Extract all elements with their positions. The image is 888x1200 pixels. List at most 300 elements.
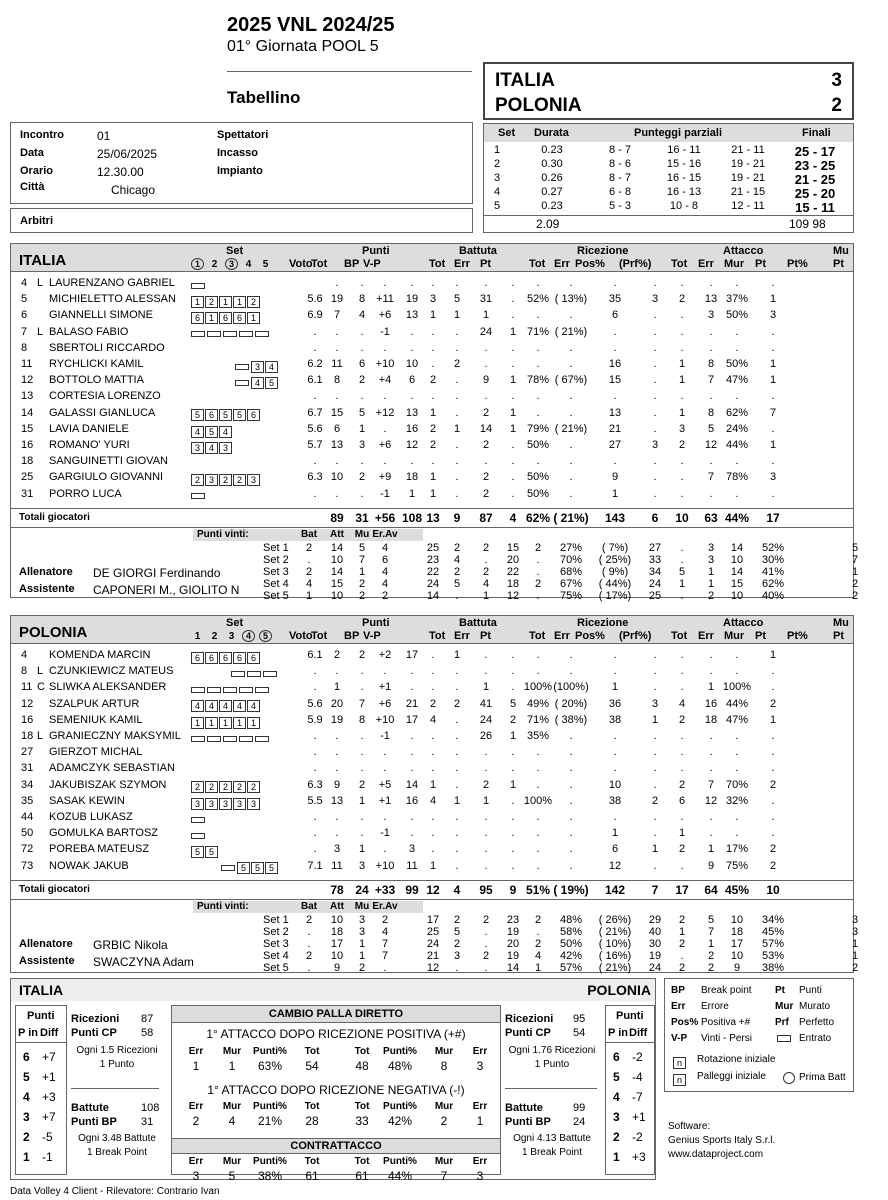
set-squares [191,860,279,878]
col-header: Tot [311,630,328,642]
total-cell: 143 [604,511,626,525]
stat-cell: . [680,811,684,823]
col-header: Tot [311,258,328,270]
pv-cell: 29 [648,914,662,926]
stat-cell: . [709,730,713,742]
center-header: Mur [222,1101,242,1112]
total-cell: 13 [426,511,440,525]
set-number: 5 [259,630,272,642]
col-header: Tot [671,258,688,270]
stat-cell: 1 [509,422,517,435]
stat-cell: 1 [509,406,517,419]
stat-cell: . [383,811,387,823]
pv-cell: . [680,542,684,554]
set-cell: 4 [494,186,501,198]
set-final-score: 21 - 25 [794,172,836,187]
stat-cell: . [536,827,540,840]
pv-cell: 57% [761,938,785,950]
center-value: 3 [192,1169,200,1183]
result-box [483,62,854,120]
set-cell: 8 - 7 [608,172,631,184]
divider [11,508,853,509]
center-header: Punti% [253,1156,287,1167]
pv-cell: 24 [648,578,662,590]
stat-cell: . [360,390,364,403]
coach-label: Allenatore [19,938,73,950]
stat-cell: . [313,843,317,856]
stat-cell: 21 [405,697,419,710]
team1-score: 3 [831,70,842,91]
stat-cell: 1 [769,713,777,726]
stat-cell: . [653,681,657,694]
divider [11,880,853,881]
stat-cell: 2 [769,778,777,791]
stat-cell: . [771,811,775,823]
stat-cell: 8 [707,406,715,419]
stat-cell: . [511,746,515,759]
stat-cell: . [653,859,657,872]
stat-cell: -1 [380,730,390,742]
pv-cell: 1 [707,578,715,590]
ricezione-header: Ricezione [577,245,629,257]
stat-cell: 1 [482,794,490,807]
col-header: Tot [429,630,446,642]
pv-cell: 12 [426,962,440,974]
stat-cell: 8 [358,293,366,306]
team-name: POLONIA [19,624,88,641]
stat-cell: 1 [429,778,437,791]
rotation-square: 2 [247,296,260,308]
stat-cell: . [335,762,339,775]
player-number: 27 [21,746,34,759]
stat-cell: . [680,730,684,742]
stat-cell: . [569,859,573,872]
stat-cell: 1 [408,487,416,500]
pv-cell: 1 [358,938,366,950]
stat-cell: 1 [769,293,777,306]
stat-cell: 2 [358,649,366,661]
stat-cell: . [383,843,387,856]
player-number: 31 [21,487,34,500]
stat-cell: 2 [429,439,437,451]
pv-set-label: Set 2 [263,554,289,566]
pv-cell: 4 [381,542,389,554]
stat-cell: 1 [429,487,437,500]
stat-cell: 17% [725,843,749,856]
stat-cell: 2 [358,778,366,791]
rotation-number: 3 [23,1110,30,1124]
stat-cell: . [771,794,775,807]
pv-cell: 20 [506,554,520,566]
center-header: Punti% [383,1101,417,1112]
stat-cell: . [431,681,435,694]
pv-cell: 24 [648,962,662,974]
stat-cell: 6 [611,843,619,856]
player-name: GARGIULO GIOVANNI [49,471,164,484]
pv-cell: 4 [482,578,490,590]
stat-cell: 5.6 [307,697,323,710]
attacco-header: Attacco [723,617,764,629]
stat-cell: 1 [678,374,686,387]
stat-cell: 24% [725,422,749,435]
legend-desc: Errore [701,1001,729,1012]
stat-cell: 47% [725,374,749,387]
pv-cell: 19 [506,926,520,938]
stat-cell: . [653,811,657,823]
stat-cell: . [536,309,540,322]
stat-cell: . [335,390,339,403]
stat-cell: . [511,358,515,370]
pv-cell: 7 [381,938,389,950]
center-header: Tot [354,1156,370,1167]
stat-cell: 1 [769,358,777,370]
divider [11,527,853,528]
stat-cell: 7 [358,697,366,710]
stat-cell: . [709,455,713,468]
stat-cell: 100% [523,794,553,807]
player-name: GOMULKA BARTOSZ [49,827,159,840]
pv-cell: 3 [358,926,366,938]
stat-cell: . [511,843,515,856]
pv-cell: 22 [426,566,440,578]
stat-cell: . [680,665,684,678]
total-cell: 95 [479,883,493,897]
stat-cell: 5 [358,406,366,419]
rotation-square: 4 [251,377,264,389]
stat-cell: . [735,325,739,338]
pv-cell: 24 [426,578,440,590]
pv-set-label: Set 4 [263,578,289,590]
entered-icon [191,331,205,337]
player-name: CORTESIA LORENZO [49,390,161,403]
stat-cell: 16 [704,697,718,710]
entered-icon [255,331,269,337]
stat-cell: . [771,681,775,694]
center-value: 7 [440,1169,448,1183]
stat-cell: . [536,341,540,354]
player-name: GIANNELLI SIMONE [49,309,153,322]
center-header: Punti% [253,1101,287,1112]
legend-desc: Punti [799,985,822,996]
stat-cell: . [484,665,488,678]
stat-cell: . [335,746,339,759]
total-cell: 62% [525,511,551,525]
stat-cell: . [771,827,775,840]
stat-cell: . [383,762,387,775]
pv-cell: 70% [559,554,583,566]
referees-box: Arbitri [10,208,473,233]
stat-cell: 7 [769,406,777,419]
pv-cell: 4 [381,578,389,590]
rotation-square: 4 [219,426,232,438]
stat-cell: (100%) [553,681,589,694]
stat-cell: 4 [429,713,437,726]
center-value: 63% [257,1059,283,1073]
rotation-square: 1 [219,717,232,729]
set-cell: 6 - 8 [608,186,631,198]
stat-cell: 1 [707,681,715,694]
pv-cell: 17 [426,914,440,926]
rotation-square: 2 [233,474,246,486]
stat-cell: . [511,665,515,678]
col-header: Pt% [787,630,808,642]
stat-cell: +12 [375,406,395,419]
pv-cell: ( 17%) [598,590,632,602]
pv-cell: 4 [381,566,389,578]
col-header: (Prf%) [619,258,652,270]
player-number: 34 [21,778,34,791]
pv-cell: 57% [559,962,583,974]
stat-cell: . [455,439,459,451]
stat-cell: . [313,487,317,500]
stat-cell: 13 [405,309,419,322]
total-cell: 108 [401,511,423,525]
stat-cell: . [569,471,573,484]
stat-cell: . [383,390,387,403]
stat-cell: . [569,341,573,354]
center-value: 8 [440,1059,448,1073]
pv-cell: 2 [534,578,542,590]
stat-cell: 3 [429,293,437,306]
total-cell: 7 [651,883,659,897]
stat-cell: . [455,859,459,872]
total-duration: 2.09 [536,217,560,231]
player-name: SASAK KEWIN [49,794,125,807]
total-points: 109 98 [789,217,826,231]
stat-cell: . [410,811,414,823]
stat-cell: 36 [608,697,622,710]
center-value: 61 [305,1169,319,1183]
cambio-palla-box: CAMBIO PALLA DIRETTO 1° ATTACCO DOPO RICEZIONE POSITIVA (+#) Err 1 Mur 1 Punti% 63% Tot 54 Tot 48 Punti% 48% Mur 8 Err 3 1° ATTACCO DOPO RICEZIONE NEGATIVA (-!) Err 2 Mur 4 Punti% 21% Tot 28 Tot 33 Punti% 42% Mur 2 Err 1 CONTRATTACCO Err 3 Mur 5 Punti% 38% Tot 61 Tot 61 Punti% 44% Mur 7 Err 3 [171,1005,501,1175]
player-number: 44 [21,811,34,823]
set-final-score: 23 - 25 [794,158,836,173]
col-header: Pt [833,630,844,642]
rotation-number: 4 [23,1090,30,1104]
pv-cell: 2 [707,590,715,602]
match-info-box: Incontro 01 Data 25/06/2025 Orario 12.30.00 Città Chicago Spettatori Incasso Impianto [10,122,473,204]
player-name: GIERZOT MICHAL [49,746,143,759]
rotation-number: 5 [613,1070,620,1084]
stat-cell: . [653,730,657,742]
stat-cell: 2 [482,406,490,419]
center-header: Err [472,1156,488,1167]
rotation-square: 1 [219,296,232,308]
stat-cell: . [313,811,317,823]
stat-cell: 12 [608,859,622,872]
stat-cell: 3 [707,309,715,322]
stat-cell: . [653,358,657,370]
assistant-label: Assistente [19,583,75,595]
stat-cell: . [709,811,713,823]
stat-cell: 6.1 [307,649,323,661]
set-cell: 16 - 15 [666,172,702,184]
stat-cell: . [511,277,515,289]
stat-cell: . [735,827,739,840]
rotation-square: 1 [247,717,260,729]
entered-icon [223,331,237,337]
right-rotation-box: Punti P in Diff 6 -2 5 -4 4 -7 3 +1 2 -2 1 +3 [605,1005,655,1175]
rotation-square: 3 [247,474,260,486]
stat-cell: +4 [378,374,392,387]
rotation-square: 6 [205,409,218,421]
team2-score: 2 [831,95,842,116]
pv-cell: ( 16%) [598,950,632,962]
entered-icon [263,671,277,677]
stat-cell: . [735,277,739,289]
player-number: 7 [21,325,28,338]
stat-cell: . [511,794,515,807]
pv-cell: 7 [358,554,366,566]
total-cell: 9 [509,883,517,897]
pv-cell: 33 [648,554,662,566]
pv-cell: 14 [730,542,744,554]
pv-cell: 58% [559,926,583,938]
stat-cell: 10 [608,778,622,791]
total-cell: 12 [426,883,440,897]
stat-cell: . [735,665,739,678]
rotation-number: 6 [613,1050,620,1064]
rotation-diff: -5 [42,1130,53,1144]
player-number: 35 [21,794,34,807]
stat-cell: . [455,277,459,289]
stat-cell: . [653,827,657,840]
set-squares [191,488,207,506]
stat-cell: -1 [380,827,390,840]
stat-cell: 2 [678,713,686,726]
stat-cell: 1 [482,309,490,322]
set-cell: 5 [494,200,501,212]
rotation-square: 3 [219,442,232,454]
pv-cell: . [383,962,387,974]
stat-cell: . [613,811,617,823]
center-value: 21% [257,1114,283,1128]
stat-cell: . [653,487,657,500]
match-city: Chicago [111,183,156,197]
stat-cell: 52% [526,293,550,306]
entered-icon [255,687,269,693]
stat-cell: 1 [678,827,686,840]
stat-cell: . [431,358,435,370]
stat-cell: ( 21%) [554,422,588,435]
stat-cell: . [613,762,617,775]
center-header: Err [472,1101,488,1112]
rotation-square: 6 [191,312,204,324]
pv-cell: 9 [733,962,741,974]
rotation-square: 1 [205,717,218,729]
stat-cell: 19 [330,713,344,726]
player-number: 12 [21,697,34,710]
stat-cell: 7 [707,471,715,484]
stat-cell: . [484,649,488,661]
stat-cell: 10 [405,358,419,370]
stat-cell: . [771,277,775,289]
rotation-square: 5 [205,846,218,858]
stat-cell: . [735,762,739,775]
stat-cell: . [569,794,573,807]
stat-cell: . [383,277,387,289]
stat-cell: ( 21%) [554,325,588,338]
sets-table: Set Durata Punteggi parziali Finali 1 0.23 8 - 7 16 - 11 21 - 11 25 - 17 2 0.30 8 - 6 15 - 16 19 - 21 23 - 25 3 0.26 8 - 7 16 - 15 19 - 21 21 - 25 4 0.27 6 - 8 16 - 13 21 - 15 25 - 20 5 0.23 5 - 3 10 - 8 12 - 11 15 - 11 2.09 109 98 [483,123,854,233]
legend-desc: Entrato [799,1033,832,1044]
stat-cell: 1 [453,309,461,322]
set-number: 1 [191,258,204,270]
stat-cell: . [410,681,414,694]
set-squares [191,730,271,748]
stat-cell: 5 [453,293,461,306]
stat-cell: 14 [479,422,493,435]
stat-cell: 12 [704,794,718,807]
rotation-diff: -7 [632,1090,643,1104]
stat-cell: 2 [769,843,777,856]
set-number: 3 [225,258,238,270]
col-header: Voto [289,630,313,642]
stat-cell: 11 [406,859,418,872]
pv-header: Att [330,529,344,540]
stat-cell: . [771,487,775,500]
pv-cell: 52% [761,542,785,554]
pv-cell: 17 [730,938,744,950]
pv-cell: 25 [648,590,662,602]
stat-cell: +9 [378,471,392,484]
stat-cell: 17 [405,713,419,726]
pv-cell: 24 [426,938,440,950]
stat-cell: . [536,455,540,468]
stat-cell: . [360,746,364,759]
player-name: GALASSI GIANLUCA [49,406,156,419]
stat-cell: . [680,309,684,322]
set-number: 4 [245,259,252,270]
stat-cell: . [709,341,713,354]
col-header: Tot [529,630,546,642]
total-cell: 31 [355,511,369,525]
col-header: V-P [363,258,381,270]
set-final-score: 25 - 17 [794,144,836,159]
stat-cell: 3 [769,471,777,484]
player-number: 11 [21,358,33,370]
stat-cell: . [431,325,435,338]
rotation-diff: +3 [42,1090,56,1104]
stat-cell: 2 [482,487,490,500]
assistant-name: SWACZYNA Adam [93,955,194,969]
rotation-square: 5 [219,409,232,421]
stat-cell: . [771,455,775,468]
rotation-square: 6 [233,652,246,664]
player-number: 12 [21,374,34,387]
pv-cell: . [680,554,684,566]
rotation-square: 4 [205,442,218,454]
pv-cell: 2 [358,578,366,590]
match-date: 25/06/2025 [97,147,158,161]
stat-cell: . [680,325,684,338]
pv-cell: 2 [453,938,461,950]
center-header: Mur [222,1046,242,1057]
rotation-number: 1 [613,1150,620,1164]
stat-cell: . [771,422,775,435]
stat-cell: 13 [330,794,344,807]
stat-cell: . [511,309,515,322]
player-number: 14 [21,406,34,419]
stat-cell: . [771,665,775,678]
stat-cell: 4 [358,309,366,322]
pv-cell: ( 26%) [598,914,632,926]
stat-cell: . [360,681,364,694]
stat-cell: . [410,390,414,403]
pv-cell: 18 [506,578,520,590]
stat-cell: . [360,665,364,678]
pv-cell: 2 [482,914,490,926]
total-cell: 64 [704,883,718,897]
stat-cell: . [735,487,739,500]
